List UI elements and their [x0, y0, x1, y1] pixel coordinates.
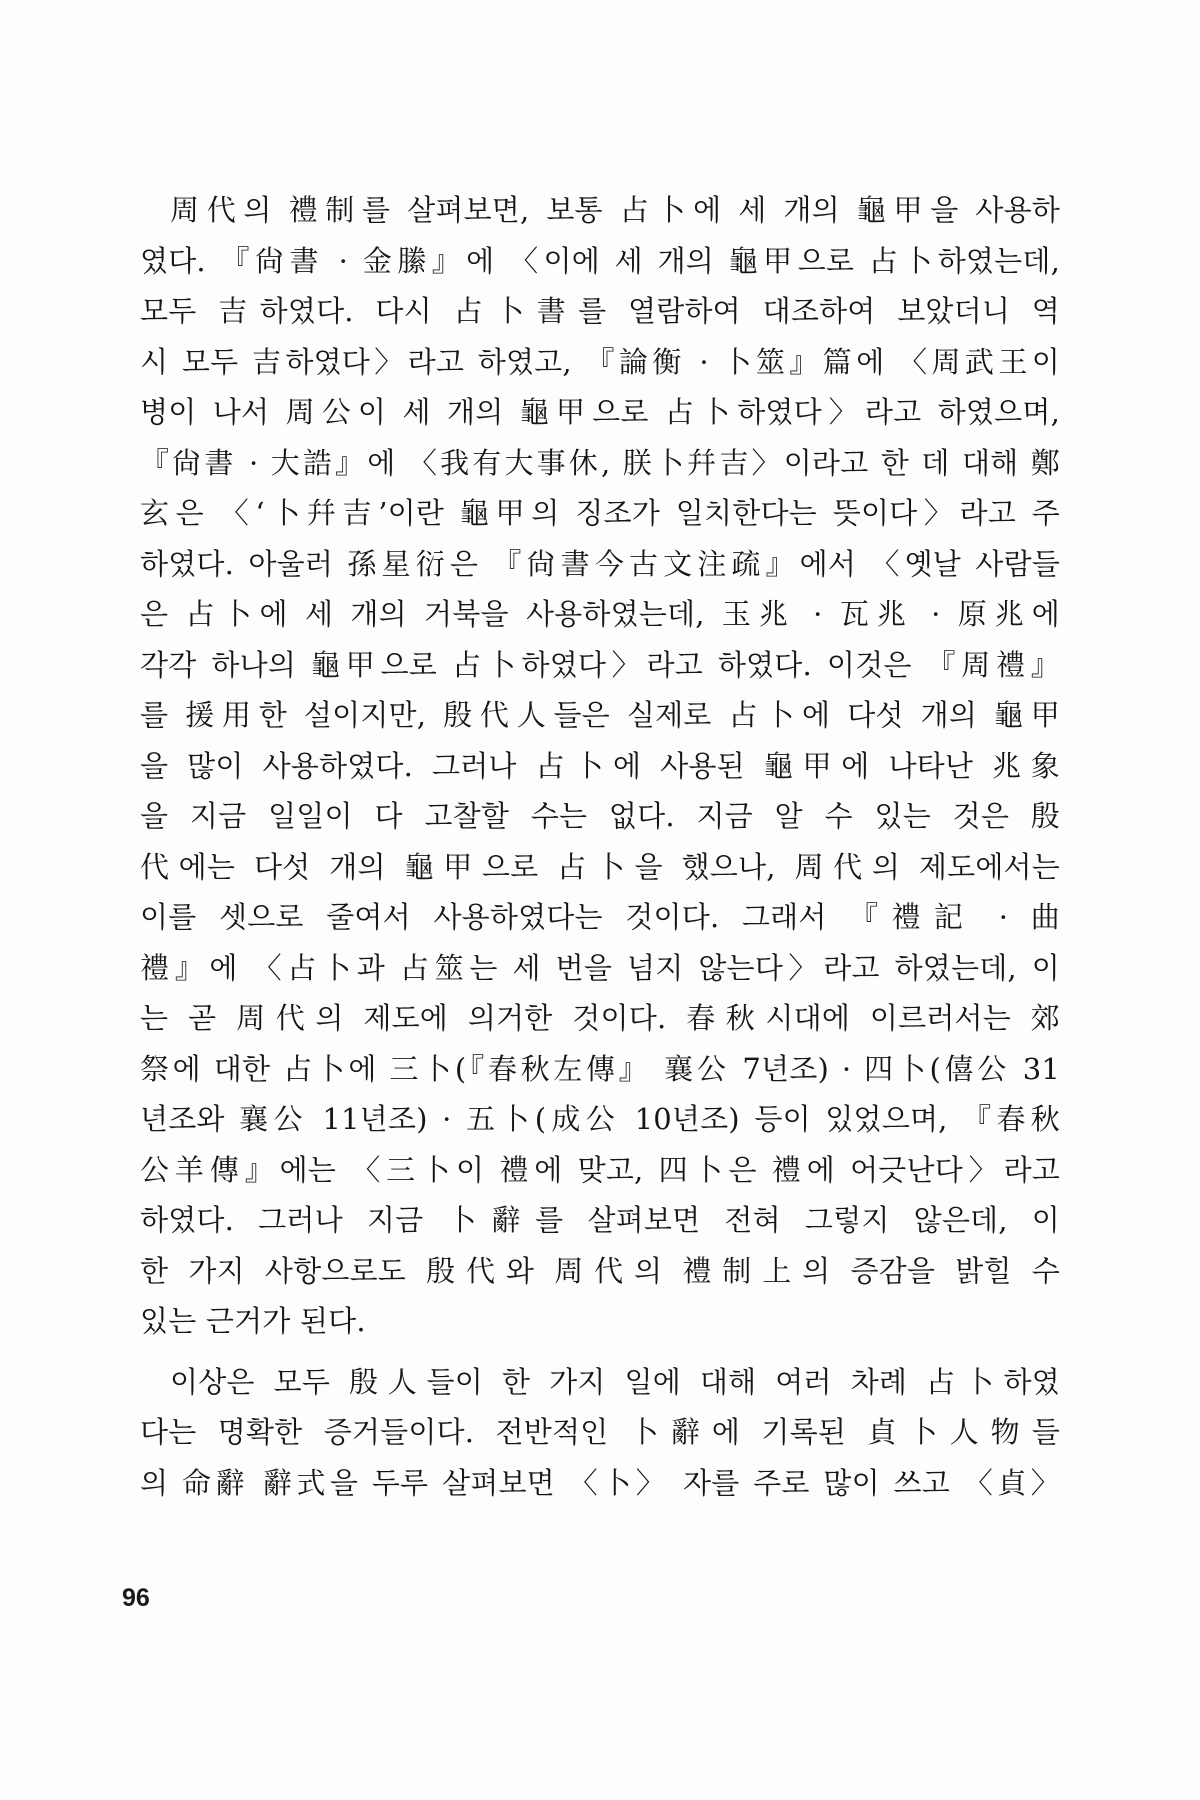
text-line: 다는 명확한 증거들이다. 전반적인 卜辭에 기록된 貞卜人物들: [140, 1415, 1060, 1449]
text-line: 周代의 禮制를 살펴보면, 보통 占卜에 세 개의 龜甲을 사용하: [170, 193, 1060, 227]
paragraph: [140, 1357, 1060, 1509]
text-line: 모두 吉하였다. 다시 占卜書를 열람하여 대조하여 보았더니 역: [140, 294, 1060, 328]
paragraph-spacer: [140, 1347, 1060, 1357]
body-text: [140, 185, 1060, 1508]
text-line: 년조와 襄公 11년조) · 五卜(成公 10년조) 등이 있었으며, 『春秋: [140, 1102, 1060, 1136]
text-line: 은 占卜에 세 개의 거북을 사용하였는데, 玉兆 · 瓦兆 · 原兆에: [140, 597, 1060, 631]
text-line: 는 곧 周代의 제도에 의거한 것이다. 春秋시대에 이르러서는 郊: [140, 1001, 1060, 1035]
paragraph: [140, 185, 1060, 1347]
text-line: 이상은 모두 殷人들이 한 가지 일에 대해 여러 차례 占卜하였: [170, 1364, 1060, 1399]
text-line: 의 命辭 辭式을 두루 살펴보면 〈卜〉 자를 주로 많이 쓰고 〈貞〉: [140, 1465, 1060, 1500]
text-line: 禮』에 〈占卜과 占筮는 세 번을 넘지 않는다〉라고 하였는데, 이: [140, 950, 1060, 985]
text-line: 있는 근거가 된다.: [140, 1304, 366, 1338]
text-line: 玄은 〈‘卜幷吉’이란 龜甲의 징조가 일치한다는 뜻이다〉라고 주: [140, 496, 1060, 530]
text-line: 을 지금 일일이 다 고찰할 수는 없다. 지금 알 수 있는 것은 殷: [140, 799, 1060, 833]
text-line: 시 모두 吉하였다〉라고 하였고, 『論衡 · 卜筮』篇에 〈周武王이: [140, 344, 1060, 379]
text-line: 『尙書 · 大誥』에 〈我有大事休, 朕卜幷吉〉이라고 한 데 대해 鄭: [140, 445, 1060, 480]
text-line: 한 가지 사항으로도 殷代와 周代의 禮制上의 증감을 밝힐 수: [140, 1253, 1060, 1288]
text-line: 公羊傳』에는 〈三卜이 禮에 맞고, 四卜은 禮에 어긋난다〉라고: [140, 1152, 1060, 1187]
text-line: 하였다. 아울러 孫星衍은 『尙書今古文注疏』에서 〈옛날 사람들: [140, 546, 1060, 581]
text-line: 祭에 대한 占卜에 三卜(『春秋左傳』 襄公 7년조) · 四卜(僖公 31: [140, 1051, 1060, 1086]
page-number: 96: [122, 1584, 150, 1612]
text-line: 代에는 다섯 개의 龜甲으로 占卜을 했으나, 周代의 제도에서는: [140, 849, 1060, 884]
text-line: 각각 하나의 龜甲으로 占卜하였다〉라고 하였다. 이것은 『周禮』: [140, 647, 1060, 682]
text-line: 를 援用한 설이지만, 殷代人들은 실제로 占卜에 다섯 개의 龜甲: [140, 698, 1060, 732]
text-line: 병이 나서 周公이 세 개의 龜甲으로 占卜하였다〉라고 하였으며,: [140, 395, 1060, 429]
text-line: 을 많이 사용하였다. 그러나 占卜에 사용된 龜甲에 나타난 兆象: [140, 748, 1060, 783]
text-line: 하였다. 그러나 지금 卜辭를 살펴보면 전혀 그렇지 않은데, 이: [140, 1203, 1060, 1237]
text-line: 이를 셋으로 줄여서 사용하였다는 것이다. 그래서 『禮記 · 曲: [140, 900, 1060, 934]
text-line: 였다. 『尙書 · 金縢』에 〈이에 세 개의 龜甲으로 占卜하였는데,: [140, 243, 1060, 278]
